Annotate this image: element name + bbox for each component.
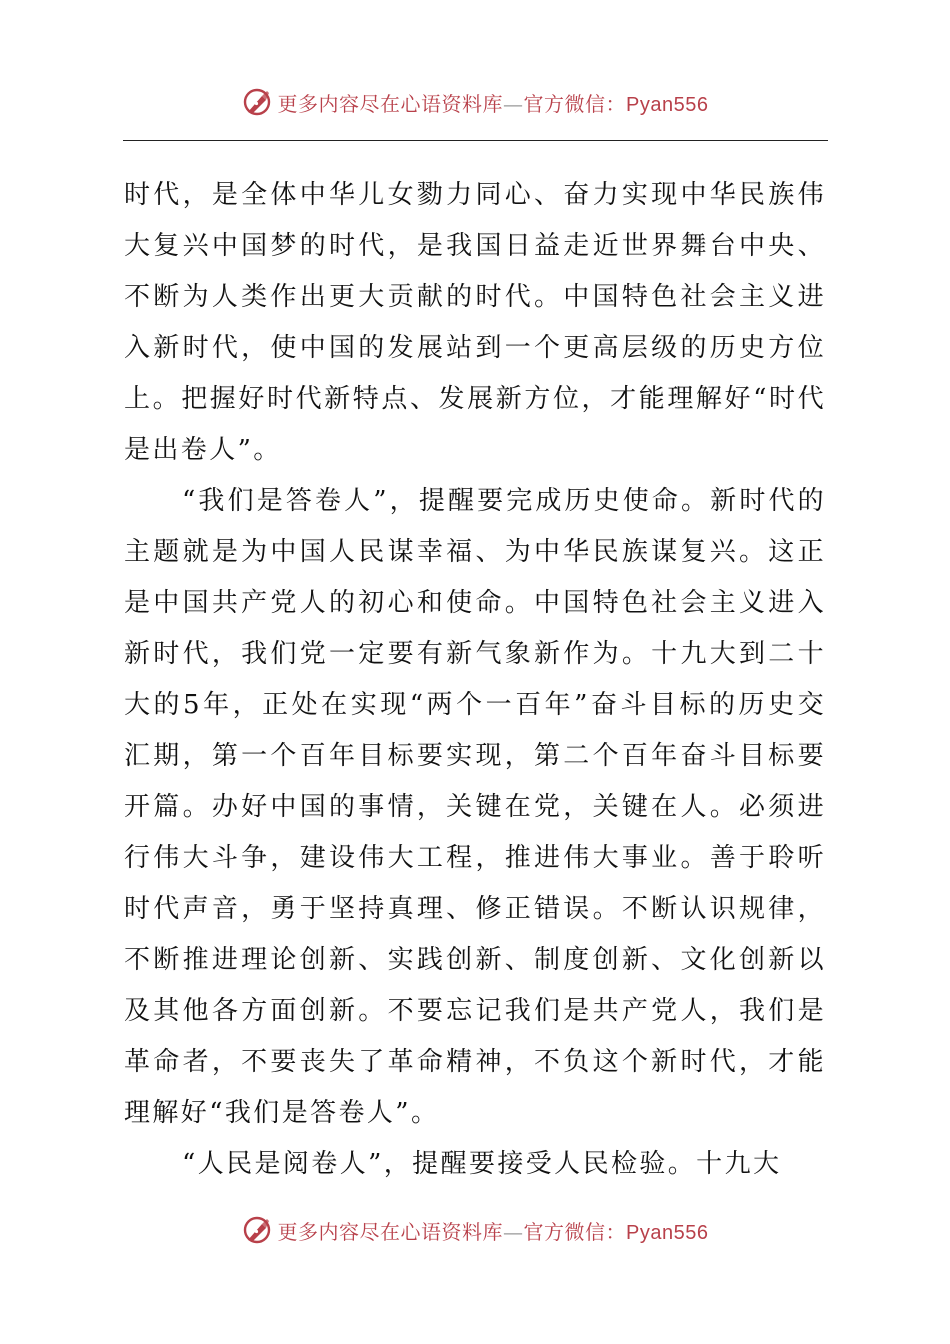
header-banner-text [278,88,709,117]
footer-banner-wechat-id: Pyan556 [626,1221,709,1244]
pen-nib-logo-icon [242,87,272,117]
document-body [124,170,826,1190]
footer-banner-separator: — [503,1219,524,1244]
header-banner [0,82,950,122]
header-banner-main: 更多内容尽在心语资料库 [277,91,504,116]
header-banner-wechat-id: Pyan556 [626,93,709,116]
footer-banner-wechat-label: 官方微信： [523,1219,627,1244]
paragraph-1: 时代，是全体中华儿女勠力同心、奋力实现中华民族伟大复兴中国梦的时代，是我国日益走近世界舞台中央、不断为人类作出更大贡献的时代。中国特色社会主义进入新时代，使中国的发展站到一个更高层级的历史方位上。把握好时代新特点、发展新方位，才能理解好“时代是出卷人”。 [124,180,826,465]
footer-banner [0,1210,950,1250]
paragraph-2: “我们是答卷人”，提醒要完成历史使命。新时代的主题就是为中国人民谋幸福、为中华民族谋复兴。这正是中国共产党人的初心和使命。中国特色社会主义进入新时代，我们党一定要有新气象新作为。十九大到二十大的5年，正处在实现“两个一百年”奋斗目标的历史交汇期，第一个百年目标要实现，第二个百年奋斗目标要开篇。办好中国的事情，关键在党，关键在人。必须进行伟大斗争，建设伟大工程，推进伟大事业。善于聆听时代声音，勇于坚持真理、修正错误。不断认识规律，不断推进理论创新、实践创新、制度创新、文化创新以及其他各方面创新。不要忘记我们是共产党人，我们是革命者，不要丧失了革命精神，不负这个新时代，才能理解好“我们是答卷人”。 [124,486,826,1128]
header-divider [123,140,828,141]
header-banner-separator: — [503,91,524,116]
footer-banner-text [278,1216,709,1245]
pen-nib-logo-icon [242,1215,272,1245]
paragraph-3: “人民是阅卷人”，提醒要接受人民检验。十九大 [182,1149,782,1179]
header-banner-wechat-label: 官方微信： [523,91,627,116]
footer-banner-main: 更多内容尽在心语资料库 [277,1219,504,1244]
